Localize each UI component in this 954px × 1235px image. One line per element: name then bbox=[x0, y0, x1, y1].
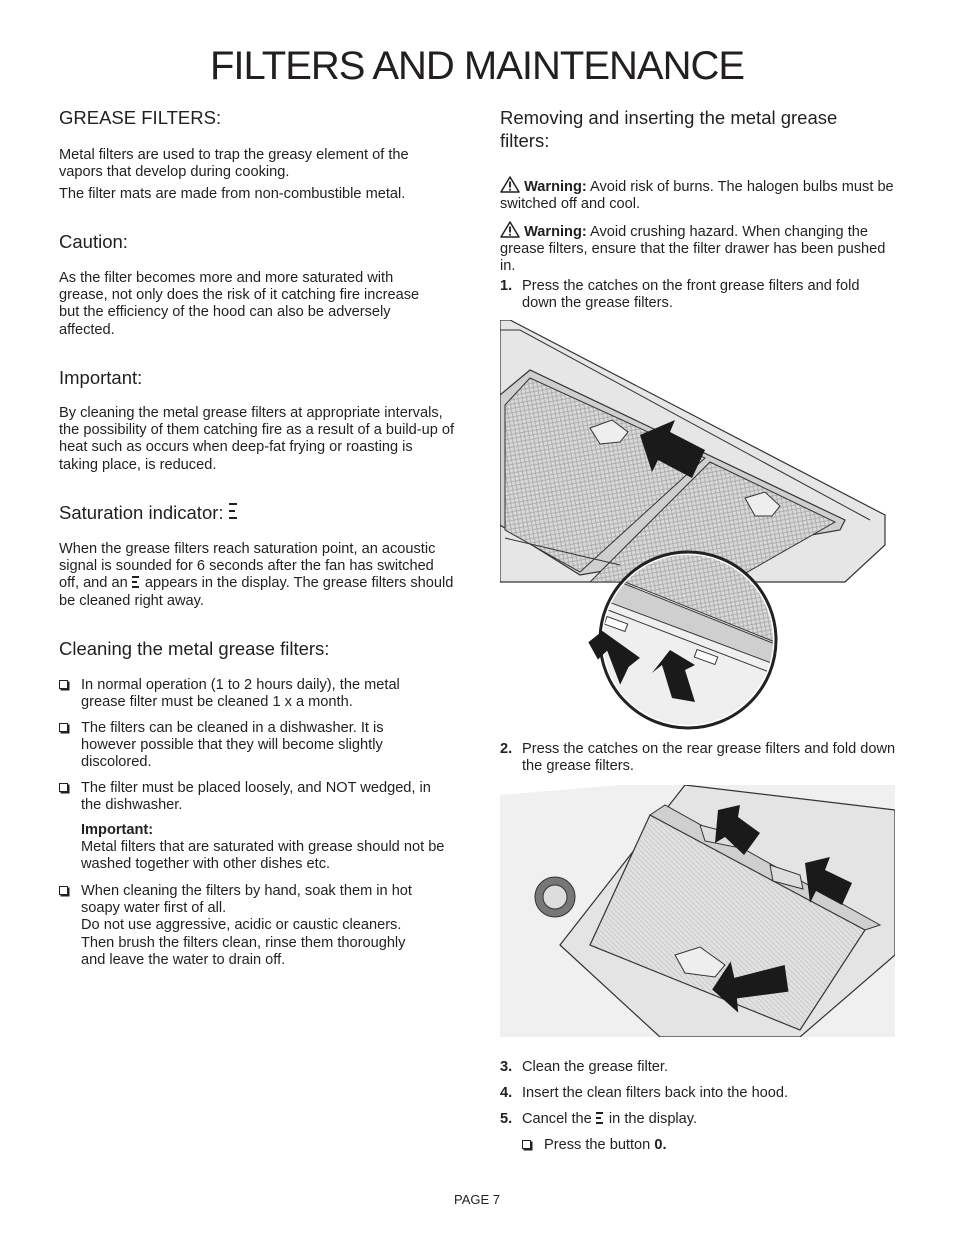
caution-paragraph: As the filter becomes more and more saturated with grease, not only does the risk of it catching fire increase but the efficiency of the hood can also be adversely affected. bbox=[59, 270, 420, 338]
checkbox-bullet-icon bbox=[59, 886, 68, 895]
grease-filters-paragraph-1: Metal filters are used to trap the greasy element of the vapors that develop during cooking. bbox=[59, 147, 409, 181]
warning-triangle-icon bbox=[500, 176, 520, 193]
step-number: 4. bbox=[500, 1085, 513, 1101]
checkbox-bullet-icon bbox=[59, 783, 68, 792]
saturation-icon bbox=[596, 1111, 605, 1124]
saturation-icon bbox=[132, 575, 141, 588]
front-filters-illustration bbox=[500, 320, 890, 730]
list-item: In normal operation (1 to 2 hours daily), the metal grease filter must be cleaned 1 x a month. bbox=[59, 677, 421, 711]
step-number: 1. bbox=[500, 278, 513, 294]
important-paragraph: By cleaning the metal grease filters at appropriate intervals, the possibility of them catching fire as a result of a build-up of heat such as occurs when deep-fat frying or roasting is taking place, is reduced. bbox=[59, 405, 455, 473]
step-2 bbox=[500, 741, 898, 775]
list-item bbox=[522, 1137, 894, 1154]
warning-text: Avoid crushing hazard. When changing the grease filters, ensure that the filter drawer has been pushed in. bbox=[500, 224, 886, 275]
page-number: PAGE 7 bbox=[453, 1192, 500, 1207]
step-number: 3. bbox=[500, 1059, 513, 1075]
list-item: The filters can be cleaned in a dishwasher. It is however possible that they will become slightly discolored. bbox=[59, 720, 411, 772]
step-5 bbox=[500, 1111, 898, 1128]
caution-heading: Caution: bbox=[59, 231, 128, 252]
removing-inserting-heading: Removing and inserting the metal grease filters: bbox=[500, 107, 838, 151]
saturation-icon bbox=[229, 502, 240, 520]
saturation-paragraph bbox=[59, 541, 455, 610]
step-text: Press the catches on the rear grease filters and fold down the grease filters. bbox=[522, 741, 896, 775]
warning-label: Warning: bbox=[524, 179, 587, 195]
step-number: 2. bbox=[500, 741, 513, 757]
important-note-text: Metal filters that are saturated with grease should not be washed together with other dishes etc. bbox=[81, 839, 445, 873]
step-number: 5. bbox=[500, 1111, 513, 1127]
step-text: Insert the clean filters back into the hood. bbox=[522, 1085, 789, 1101]
rear-filters-illustration bbox=[500, 785, 895, 1037]
important-note bbox=[81, 822, 446, 874]
page-title: FILTERS AND MAINTENANCE bbox=[209, 44, 745, 88]
warning-label: Warning: bbox=[524, 224, 587, 240]
grease-filters-paragraph-2: The filter mats are made from non-combustible metal. bbox=[59, 186, 406, 202]
list-item: When cleaning the filters by hand, soak them in hot soapy water first of all. Do not use aggressive, acidic or caustic cleaners. Then brush the filters clean, rinse them thoroughly and leave the water to drain off. bbox=[59, 883, 431, 969]
step-text: Press the catches on the front grease filters and fold down the grease filters. bbox=[522, 278, 860, 312]
step-4 bbox=[500, 1085, 898, 1102]
step-text: Clean the grease filter. bbox=[522, 1059, 669, 1075]
saturation-heading-label: Saturation indicator: bbox=[59, 502, 224, 523]
saturation-indicator-heading bbox=[59, 501, 240, 524]
grease-filters-heading: GREASE FILTERS: bbox=[59, 107, 222, 128]
cleaning-heading: Cleaning the metal grease filters: bbox=[59, 638, 330, 659]
saturation-text-b: appears in the display. The grease filters should be cleaned right away. bbox=[59, 575, 454, 609]
step-3 bbox=[500, 1059, 898, 1076]
warning-triangle-icon bbox=[500, 221, 520, 238]
sub-step-text: Press the button bbox=[544, 1137, 651, 1153]
warning-text: Avoid risk of burns. The halogen bulbs must be switched off and cool. bbox=[500, 179, 894, 213]
important-note-label: Important: bbox=[81, 822, 154, 838]
important-heading: Important: bbox=[59, 367, 143, 388]
checkbox-bullet-icon bbox=[522, 1140, 531, 1149]
saturation-text-a: When the grease filters reach saturation point, an acoustic signal is sounded for 6 seconds after the fan has switched off, and an bbox=[59, 541, 436, 592]
step-text-b: in the display. bbox=[608, 1111, 698, 1127]
warning-burns bbox=[500, 176, 898, 213]
warning-crushing bbox=[500, 221, 898, 276]
step-text-a: Cancel the bbox=[522, 1111, 592, 1127]
list-item: The filter must be placed loosely, and NOT wedged, in the dishwasher. bbox=[59, 780, 441, 814]
step-1 bbox=[500, 278, 898, 312]
button-zero-label: 0. bbox=[654, 1137, 667, 1153]
checkbox-bullet-icon bbox=[59, 680, 68, 689]
checkbox-bullet-icon bbox=[59, 723, 68, 732]
